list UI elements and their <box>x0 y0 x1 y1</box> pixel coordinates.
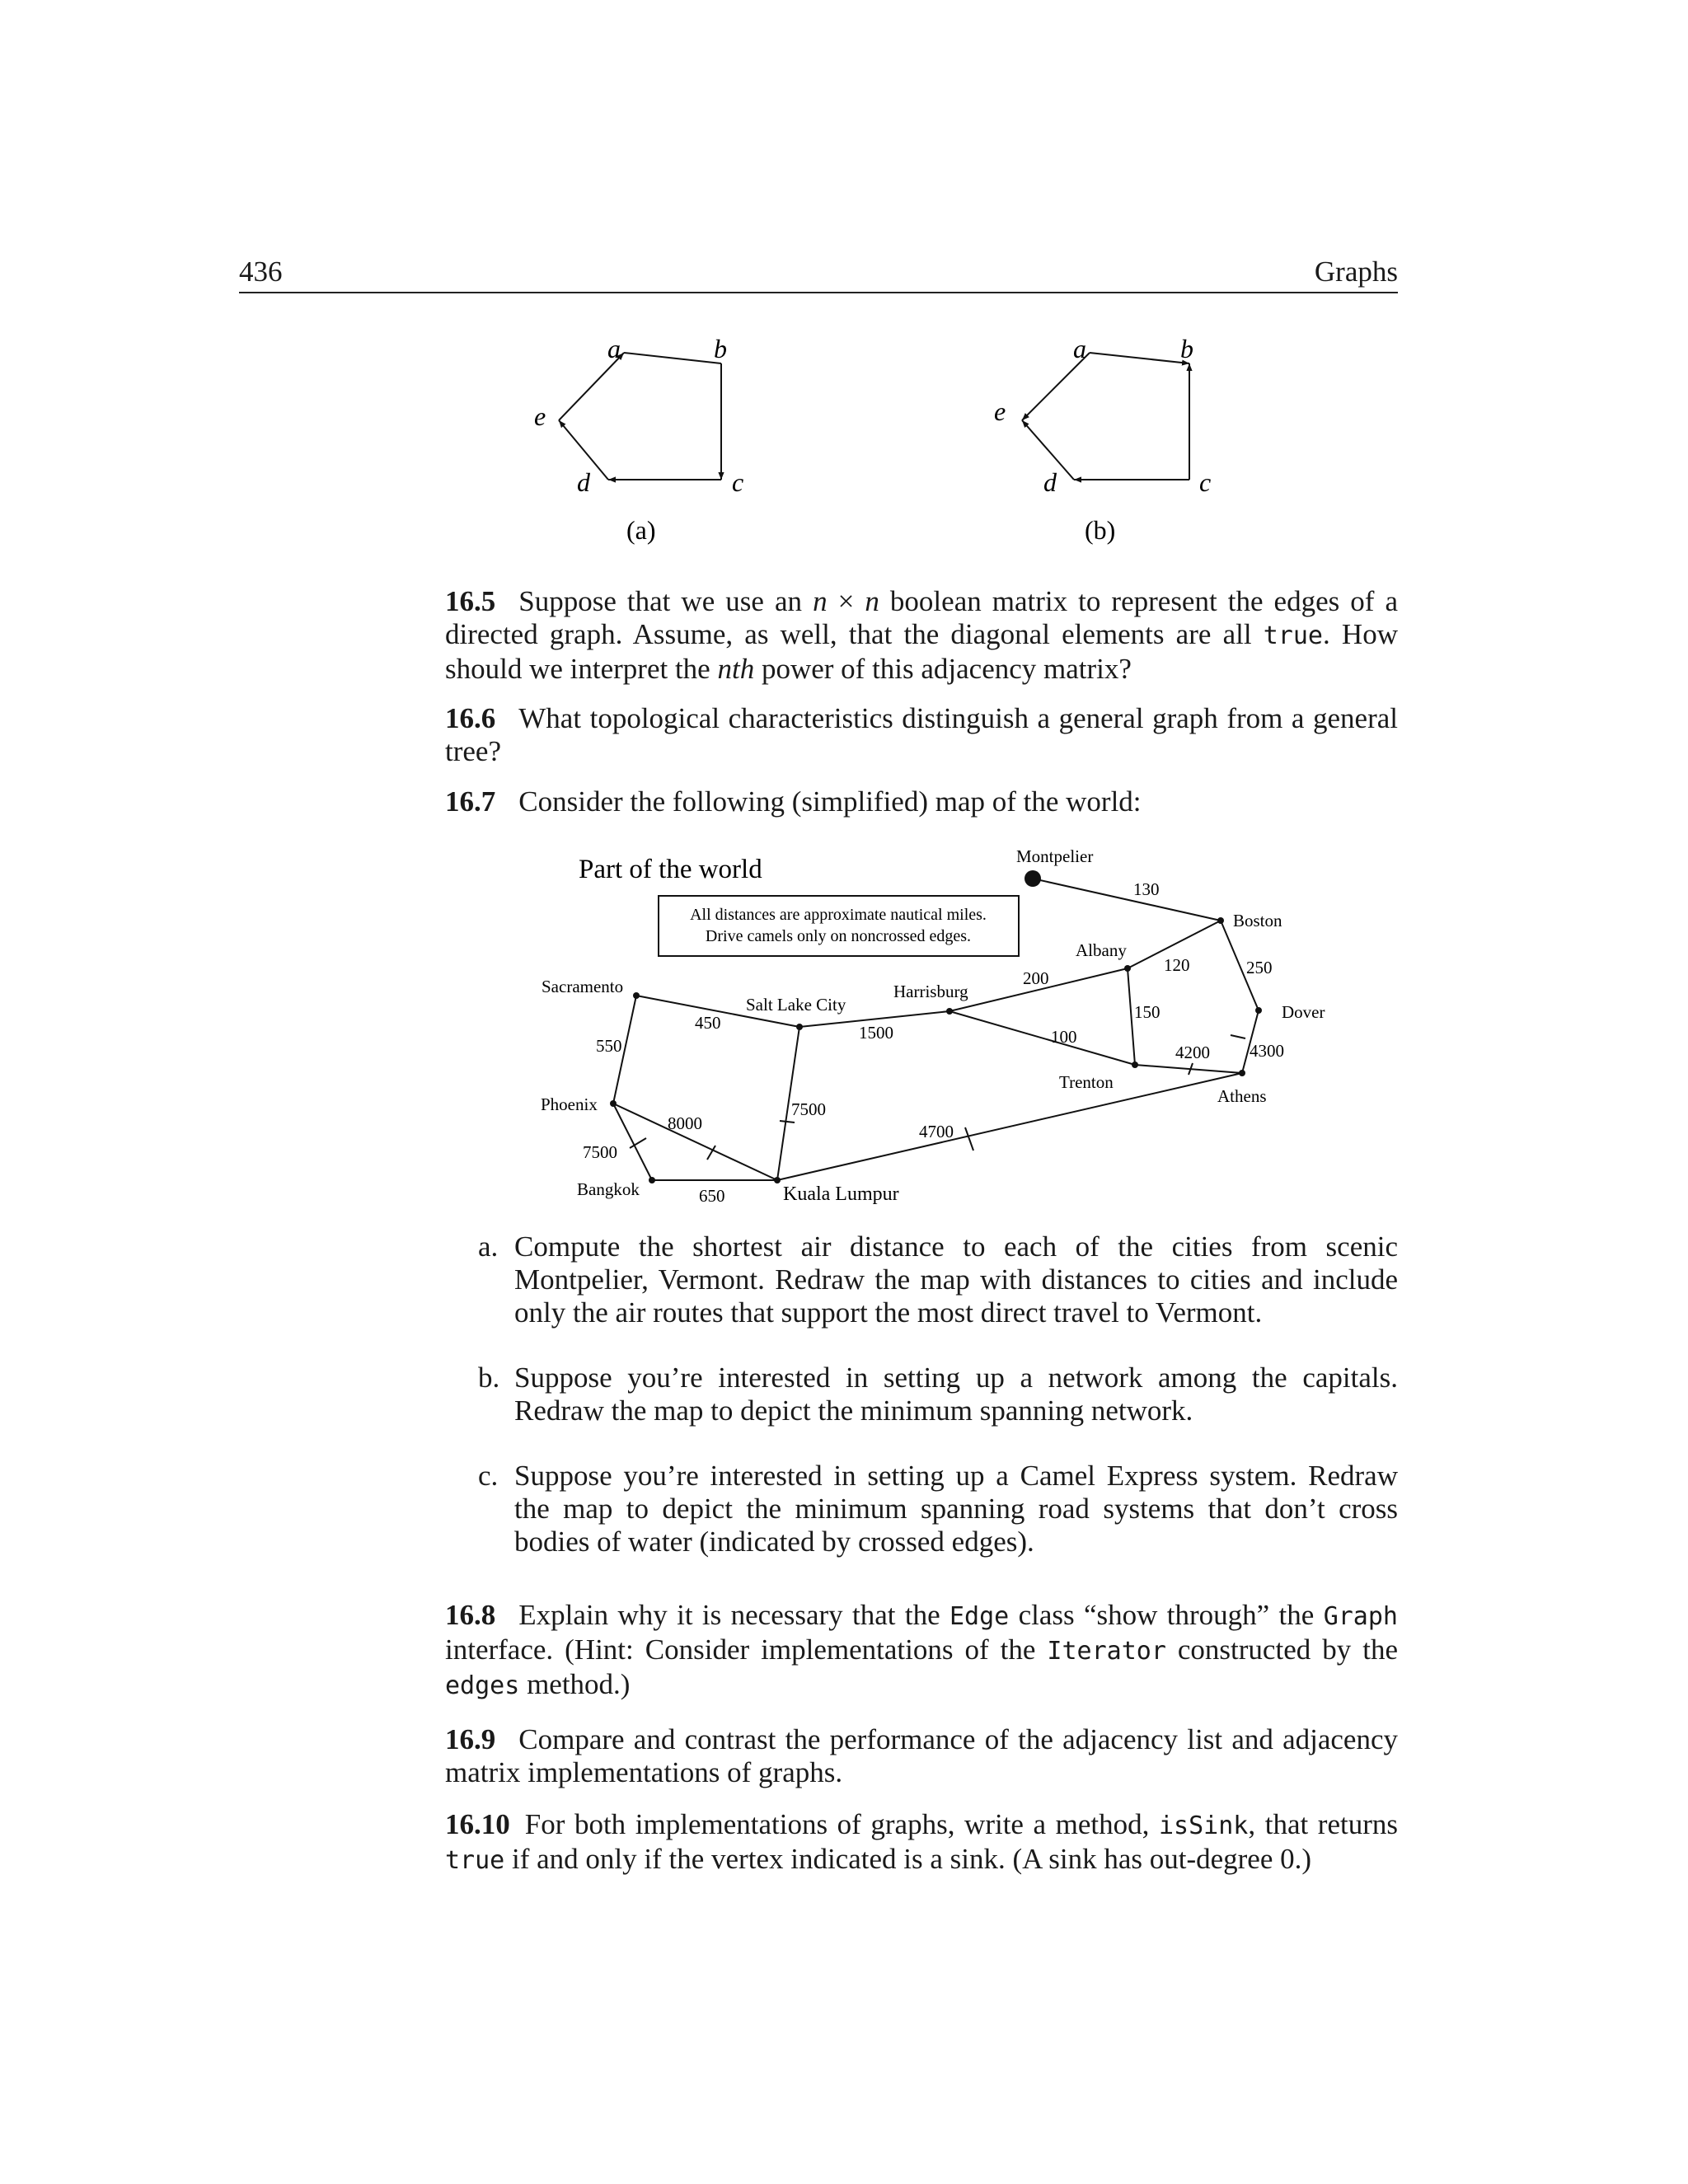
node-label-a: a <box>1073 334 1086 363</box>
city-node-phoenix <box>610 1100 617 1107</box>
exercise-number: 16.5 <box>445 585 496 617</box>
cross-mark <box>1231 1035 1245 1038</box>
city-node-boston <box>1217 917 1224 924</box>
city-node-kuala-lumpur <box>774 1177 781 1183</box>
edge-harrisburg-trenton <box>950 1011 1135 1065</box>
node-label-c: c <box>1199 467 1212 497</box>
distance-label: 100 <box>1051 1027 1077 1047</box>
city-node-bangkok <box>649 1177 655 1183</box>
distance-label: 4200 <box>1175 1043 1210 1062</box>
node-label-d: d <box>577 467 590 497</box>
exercise-16-7: 16.7 Consider the following (simplified) map of the world: <box>445 785 1142 818</box>
exercise-16-5: 16.5 Suppose that we use an n × n boolean matrix to represent the edges of a directed graph. Assume, as well, that the diagonal elements are all true. How should we interpret the nth power of this adjacency matrix? <box>445 585 1398 685</box>
city-node-albany <box>1124 965 1131 972</box>
distance-label: 1500 <box>859 1023 893 1043</box>
exercise-16-9: 16.9 Compare and contrast the performance of the adjacency list and adjacency matrix implementations of graphs. <box>445 1723 1398 1788</box>
edge-montpelier-boston <box>1033 879 1221 921</box>
city-label-bangkok: Bangkok <box>577 1179 640 1199</box>
exercise-16-7-c: c. Suppose you’re interested in setting up a Camel Express system. Redraw the map to depict the minimum spanning road systems that don’t cross bodies of water (indicated by crossed edges). <box>478 1460 1398 1558</box>
edge-trenton-athens <box>1135 1065 1242 1073</box>
city-label-boston: Boston <box>1233 911 1282 930</box>
exercise-number: 16.7 <box>445 785 496 818</box>
city-node-athens <box>1239 1070 1245 1076</box>
city-label-albany: Albany <box>1076 940 1127 960</box>
edge-kl-athens <box>777 1073 1242 1180</box>
city-label-kuala-lumpur: Kuala Lumpur <box>783 1183 899 1205</box>
city-label-montpelier: Montpelier <box>1016 846 1094 866</box>
city-label-dover: Dover <box>1282 1002 1325 1022</box>
distance-label: 8000 <box>668 1113 702 1133</box>
distance-label: 4300 <box>1250 1041 1284 1061</box>
node-label-e: e <box>534 401 546 431</box>
city-node-montpelier <box>1025 870 1041 887</box>
caption-b: (b) <box>1085 515 1116 545</box>
distance-label: 650 <box>699 1186 725 1206</box>
exercise-number: 16.9 <box>445 1723 496 1755</box>
city-node-salt-lake-city <box>796 1024 803 1030</box>
city-label-trenton: Trenton <box>1059 1072 1114 1092</box>
node-label-a: a <box>607 334 621 363</box>
item-label: a. <box>478 1230 499 1263</box>
city-label-phoenix: Phoenix <box>541 1094 598 1114</box>
distance-label: 200 <box>1023 968 1049 988</box>
city-node-trenton <box>1132 1062 1138 1068</box>
section-title: Graphs <box>1314 255 1398 288</box>
city-label-harrisburg: Harrisburg <box>893 982 968 1001</box>
node-label-b: b <box>714 334 727 363</box>
exercise-number: 16.8 <box>445 1599 496 1631</box>
exercise-number: 16.10 <box>445 1808 510 1840</box>
node-label-b: b <box>1180 334 1193 363</box>
city-node-dover <box>1255 1007 1262 1014</box>
distance-label: 150 <box>1134 1002 1160 1022</box>
distance-label: 120 <box>1164 955 1190 975</box>
edge-phoenix-bangkok <box>613 1104 652 1180</box>
map-note-box <box>659 896 1019 956</box>
node-label-e: e <box>994 396 1006 426</box>
exercise-number: 16.6 <box>445 702 496 734</box>
map-title: Part of the world <box>579 855 762 884</box>
cross-mark <box>780 1121 795 1122</box>
city-node-sacramento <box>633 992 640 999</box>
exercise-16-6: 16.6 What topological characteristics distinguish a general graph from a general tree? <box>445 702 1398 767</box>
item-label: c. <box>478 1460 499 1492</box>
exercise-16-7-a: a. Compute the shortest air distance to each of the cities from scenic Montpelier, Vermont. Redraw the map with distances to cities and include only the air routes that support the most direct travel to Vermont. <box>478 1230 1398 1329</box>
city-node-harrisburg <box>946 1008 953 1015</box>
distance-label: 7500 <box>583 1142 617 1162</box>
city-label-sacramento: Sacramento <box>542 977 624 996</box>
exercise-16-7-b: b. Suppose you’re interested in setting up a network among the capitals. Redraw the map to depict the minimum spanning network. <box>478 1361 1398 1427</box>
distance-label: 550 <box>596 1036 622 1056</box>
distance-label: 4700 <box>919 1122 954 1141</box>
caption-a: (a) <box>626 515 656 545</box>
cross-mark <box>965 1127 973 1151</box>
distance-label: 7500 <box>791 1099 826 1119</box>
distance-label: 450 <box>695 1013 721 1033</box>
city-label-athens: Athens <box>1217 1086 1267 1106</box>
node-label-c: c <box>732 467 744 497</box>
city-label-salt-lake-city: Salt Lake City <box>746 995 846 1015</box>
map-note-line-2: Drive camels only on noncrossed edges. <box>705 927 972 945</box>
page-number: 436 <box>239 255 283 288</box>
exercise-16-10: 16.10 For both implementations of graphs, write a method, isSink, that returns true if and only if the vertex indicated is a sink. (A sink has out-degree 0.) <box>445 1808 1398 1875</box>
node-label-d: d <box>1043 467 1057 497</box>
distance-label: 130 <box>1133 879 1160 899</box>
item-label: b. <box>478 1361 500 1394</box>
distance-label: 250 <box>1246 958 1273 977</box>
map-note-line-1: All distances are approximate nautical miles. <box>690 906 987 924</box>
exercise-16-8: 16.8 Explain why it is necessary that the Edge class “show through” the Graph interface. (Hint: Consider implementations of the Iterator constructed by the edges method.) <box>445 1599 1398 1700</box>
